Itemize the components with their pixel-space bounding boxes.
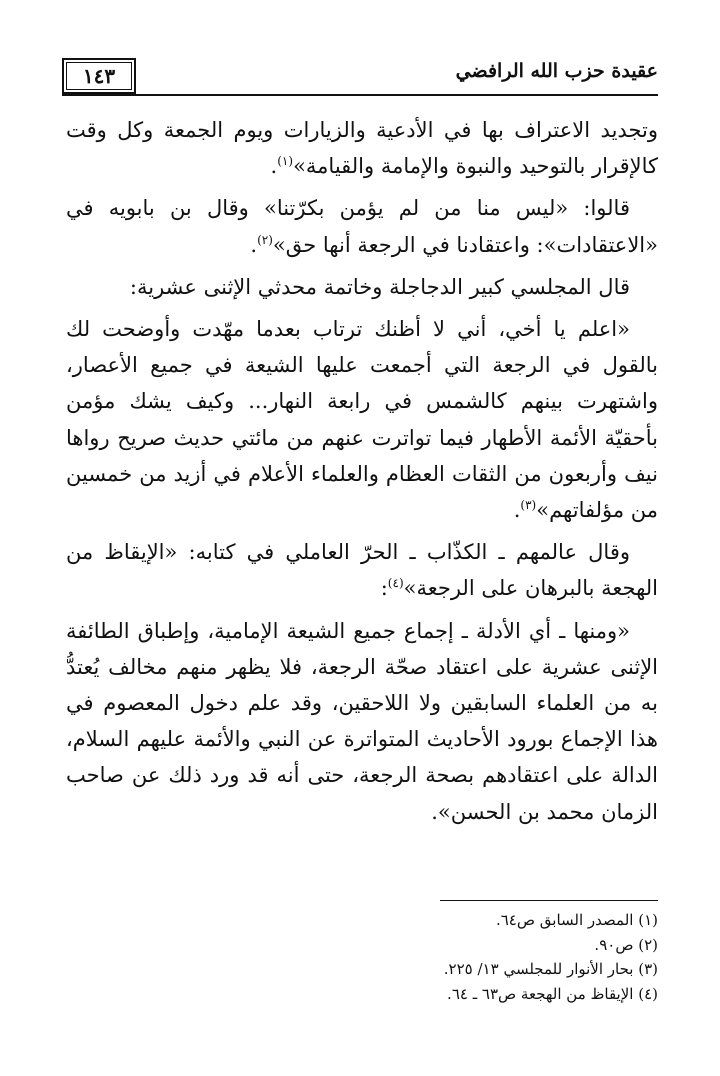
quote-paragraph: «ومنها ـ أي الأدلة ـ إجماع جميع الشيعة الإمامية، وإطباق الطائفة الإثنى عشرية على اعتقاد صحّة الرجعة، فلا يظهر منهم مخالف يُعتدُّ به من العلماء السابقين ولا اللاحقين، وقد علم دخول المعصوم في هذا الإجماع بورود الأحاديث المتواترة عن النبي والأئمة عليهم السلام، الدالة على اعتقادهم بصحة الرجعة، حتى أنه قد ورد ذلك عن صاحب الزمان محمد بن الحسن».: [66, 618, 658, 824]
footnote: (٤) الإيقاظ من الهجعة ص٦٣ ـ ٦٤.: [447, 984, 658, 1003]
paragraph: قال المجلسي كبير الدجاجلة وخاتمة محدثي الإثنى عشرية:: [129, 274, 630, 299]
footnote-separator: [440, 900, 658, 901]
header-rule: [62, 94, 658, 96]
footnotes: [66, 908, 658, 1006]
main-text: [66, 112, 658, 830]
paragraph: وقال عالمهم ـ الكذّاب ـ الحرّ العاملي في كتابه: «الإيقاظ من الهجعة بالبرهان على الرجعة»$^{(٤)}$:: [66, 540, 658, 601]
footnote-ref: (٤): [387, 576, 404, 591]
footnote: (٣) بحار الأنوار للمجلسي ١٣/ ٢٢٥.: [443, 960, 658, 978]
page-number: ١٤٣: [62, 58, 136, 94]
paragraph: قالوا: «ليس منا من لم يؤمن بكرّتنا» وقال بن بابويه في «الاعتقادات»: واعتقادنا في الرجعة أنها حق»$^{(٢)}$.: [66, 196, 658, 257]
footnote-ref: (٢): [257, 232, 273, 247]
paragraph: وتجديد الاعتراف بها في الأدعية والزيارات ويوم الجمعة وكل وقت كالإقرار بالتوحيد والنبوة والإمامة والقيامة»$^{(١)}$.: [66, 118, 658, 179]
quote-paragraph: «اعلم يا أخي، أني لا أظنك ترتاب بعدما مهّدت وأوضحت لك بالقول في الرجعة التي أجمعت عليها الشيعة في جميع الأعصار، واشتهرت بينهم كالشمس في رابعة النهار... وكيف يشك مؤمن بأحقيّة الأئمة الأطهار فيما تواترت عنهم من مائتي حديث صريح رواها نيف وأربعون من الثقات العظام والعلماء الأعلام في أزيد من خمسين من مؤلفاتهم»$^{(٣)}$.: [66, 317, 658, 523]
footnote: (١) المصدر السابق ص٦٤.: [495, 911, 658, 929]
footnote: (٢) ص٩٠.: [594, 935, 658, 954]
running-title: عقيدة حزب الله الرافضي: [455, 60, 658, 82]
page-header: [62, 56, 658, 98]
footnote-ref: (١): [277, 154, 294, 169]
footnote-ref: (٣): [520, 498, 537, 513]
